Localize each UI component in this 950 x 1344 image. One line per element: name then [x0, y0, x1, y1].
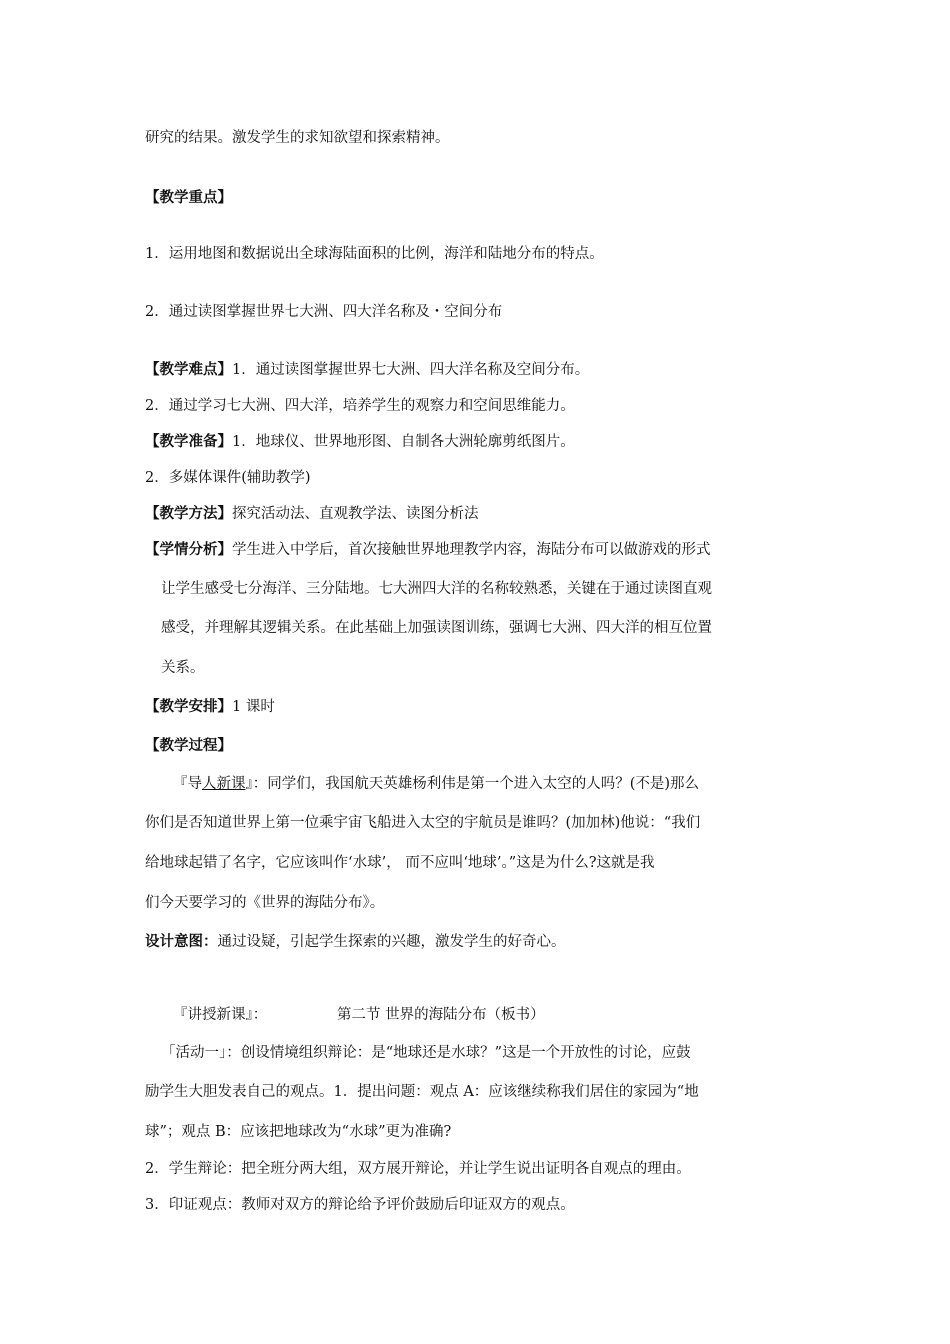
text-line: 感受，并理解其逻辑关系。在此基础上加强读图训练，强调七大洲、四大洋的相互位置	[161, 620, 712, 636]
paragraph-preparation	[145, 432, 575, 452]
text-line: 关系。	[161, 660, 205, 676]
text-line: 你们是否知道世界上第一位乘宇宙飞船进入太空的宇航员是谁吗？(加加林)他说：“我们	[145, 815, 701, 831]
section-heading-difficulties: 【教学难点】	[145, 361, 232, 378]
text-line: 『讲授新课』：	[173, 1007, 268, 1023]
text-line: 2．通过学习七大洲、四大洋，培养学生的观察力和空间思维能力。	[145, 398, 575, 414]
text-line: 2．学生辩论：把全班分两大组，双方展开辩论，并让学生说出证明各自观点的理由。	[145, 1161, 691, 1177]
paragraph-methods	[145, 504, 479, 524]
section-heading-analysis: 【学情分析】	[145, 541, 232, 558]
text-line: 们今天要学习的《世界的海陆分布》。	[145, 895, 385, 911]
text-line: 通过设疑，引起学生探索的兴趣，激发学生的好奇心。	[217, 934, 566, 950]
section-heading-preparation: 【教学准备】	[145, 433, 232, 450]
section-subtitle: 第二节 世界的海陆分布（板书）	[337, 1007, 545, 1023]
text-line: 3．印证观点：教师对双方的辩论给予评价鼓励后印证双方的观点。	[145, 1197, 575, 1213]
text-line: 学生进入中学后，首次接触世界地理教学内容，海陆分布可以做游戏的形式	[232, 542, 711, 558]
text-line: 1．通过读图掌握世界七大洲、四大洋名称及空间分布。	[232, 362, 590, 378]
paragraph-intro	[173, 774, 699, 794]
text-line: 1 课时	[232, 699, 275, 715]
text-line: 球”；观点 B：应该把地球改为“水球”更为准确?	[145, 1124, 452, 1140]
paragraph-difficulties	[145, 360, 589, 380]
paragraph-analysis	[145, 540, 711, 560]
section-heading-schedule: 【教学安排】	[145, 698, 232, 715]
text-line: 2．通过读图掌握世界七大洲、四大洋名称及・空间分布	[145, 304, 503, 320]
text-line: 给地球起错了名字，它应该叫作‘水球’， 而不应叫‘地球’。”这是为什么?这就是我	[145, 855, 655, 871]
section-heading-process: 【教学过程】	[145, 737, 232, 754]
text-line: 探究活动法、直观教学法、读图分析法	[232, 506, 479, 522]
paragraph-schedule	[145, 697, 275, 717]
text-line: 1．地球仪、世界地形图、自制各大洲轮廓剪纸图片。	[232, 434, 575, 450]
section-heading-methods: 【教学方法】	[145, 505, 232, 522]
text-line: 2．多媒体课件(辅助教学)	[145, 470, 311, 486]
text-line: 「活动一」：创设情境组织辩论：是“地球还是水球？”这是一个开放性的讨论，应鼓	[161, 1045, 691, 1061]
text-line: 让学生感受七分海洋、三分陆地。七大洲四大洋的名称较熟悉，关键在于通过读图直观	[161, 581, 712, 597]
text-line: 励学生大胆发表自己的观点。1．提出问题：观点 A：应该继续称我们居住的家园为“地	[145, 1084, 699, 1100]
text-fragment: 人新课	[202, 776, 246, 792]
text-line: 1．运用地图和数据说出全球海陆面积的比例，海洋和陆地分布的特点。	[145, 246, 604, 262]
text-fragment: 『导	[173, 776, 202, 792]
paragraph-design-intent	[145, 932, 566, 952]
text-fragment: 』：同学们，我国航天英雄杨利伟是第一个进入太空的人吗？(不是)那么	[245, 776, 700, 792]
text-line: 研究的结果。激发学生的求知欲望和探索精神。	[145, 130, 450, 146]
section-heading-key-points: 【教学重点】	[145, 189, 232, 206]
label-design-intent: 设计意图：	[145, 933, 218, 950]
